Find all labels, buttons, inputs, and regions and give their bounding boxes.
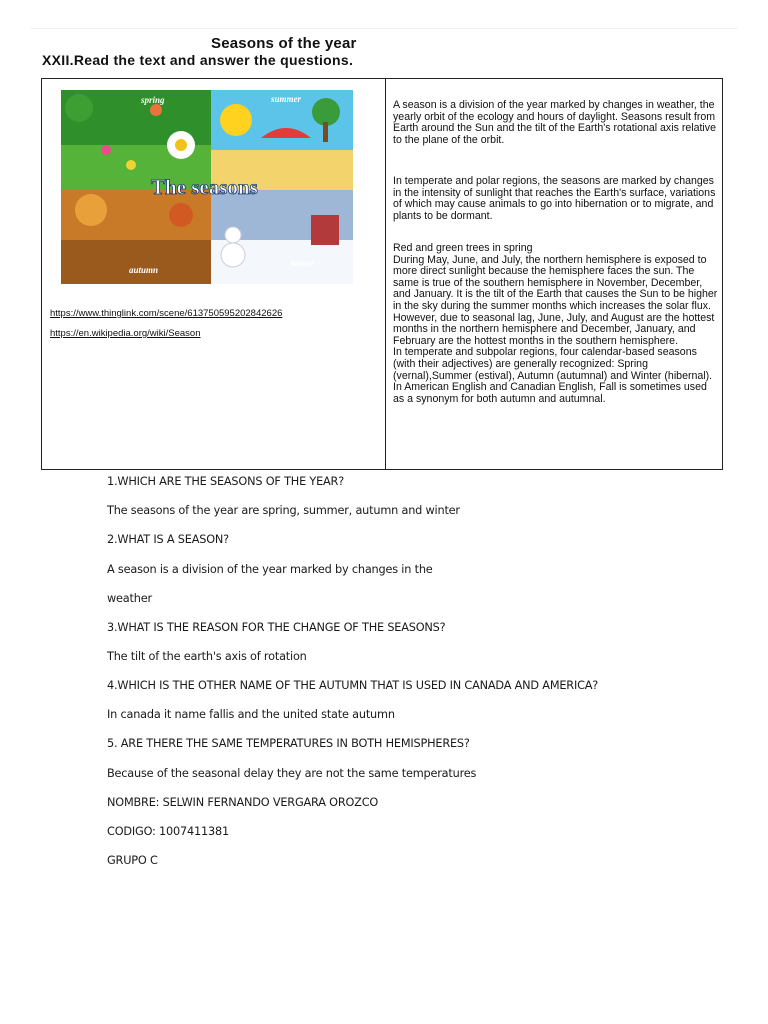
reading-subheading: Red and green trees in spring	[393, 242, 533, 254]
autumn-label: autumn	[129, 265, 159, 275]
question-4: 4.WHICH IS THE OTHER NAME OF THE AUTUMN THAT IS USED IN CANADA AND AMERICA?	[107, 679, 599, 692]
illustration-caption: The seasons	[151, 175, 258, 199]
wikipedia-link[interactable]: https://en.wikipedia.org/wiki/Season	[50, 328, 201, 339]
worksheet-instruction: XXII.Read the text and answer the questions.	[42, 52, 354, 68]
autumn-tree	[169, 203, 193, 227]
student-code: CODIGO: 1007411381	[107, 825, 229, 838]
spring-label: spring	[141, 95, 165, 105]
sun-icon	[220, 104, 252, 136]
answer-4: In canada it name fallis and the united state autumn	[107, 708, 395, 721]
answer-5: Because of the seasonal delay they are not the same temperatures	[107, 767, 477, 780]
reading-paragraph: A season is a division of the year marked by changes in weather, the yearly orbit of the ecology and hours of daylight. Seasons result from Earth around the Sun and the tilt of the Earth's rotational axis relative to the plane of the orbit.	[393, 99, 716, 146]
worksheet-title: Seasons of the year	[211, 35, 357, 52]
summer-tree	[312, 98, 340, 126]
student-name: NOMBRE: SELWIN FERNANDO VERGARA OROZCO	[107, 796, 379, 809]
flower-icon	[126, 160, 136, 170]
reading-paragraph-block	[393, 243, 718, 405]
question-2: 2.WHAT IS A SEASON?	[107, 533, 229, 546]
flower-icon	[101, 145, 111, 155]
autumn-tree	[75, 194, 107, 226]
reading-paragraph: In temperate and subpolar regions, four calendar-based seasons (with their adjectives) are generally recognized: Spring (vernal),Summer (estival), Autumn (autumnal) and Winter (hibernal). In American English and Canadian English, Fall is sometimes used as a synonym for both autumn and autumnal.	[393, 346, 713, 405]
autumn-ground	[61, 240, 211, 284]
snowman-head	[225, 227, 241, 243]
question-3: 3.WHAT IS THE REASON FOR THE CHANGE OF THE SEASONS?	[107, 621, 446, 634]
daisy-center	[175, 139, 187, 151]
reading-paragraph: During May, June, and July, the northern hemisphere is exposed to more direct sunlight because the hemisphere faces the sun. The same is true of the southern hemisphere in November, December, and January. It is the tilt of the Earth that causes the Sun to be higher in the sky during the summer months which increases the solar flux. However, due to seasonal lag, June, July, and August are the hottest months in the northern hemisphere and December, January, and February are the hottest months in the southern hemisphere.	[393, 253, 718, 347]
student-group: GRUPO C	[107, 854, 158, 867]
answer-1: The seasons of the year are spring, summer, autumn and winter	[107, 504, 460, 517]
winter-house	[311, 215, 339, 245]
answer-3: The tilt of the earth's axis of rotation	[107, 650, 307, 663]
page-top-rule	[30, 28, 738, 29]
seasons-illustration	[61, 90, 353, 284]
summer-tree-trunk	[323, 122, 328, 142]
reading-box-divider	[385, 79, 386, 469]
reading-paragraph: In temperate and polar regions, the seasons are marked by changes in the intensity of sunlight that reaches the Earth's surface, variations of which may cause animals to go into hibernation or to migrate, and plants to be dormant.	[393, 175, 716, 222]
question-1: 1.WHICH ARE THE SEASONS OF THE YEAR?	[107, 475, 345, 488]
thinglink-link[interactable]: https://www.thinglink.com/scene/613750595202842626	[50, 308, 283, 319]
summer-label: summer	[271, 94, 302, 104]
reading-box	[41, 78, 723, 470]
butterfly-icon	[150, 104, 162, 116]
question-5: 5. ARE THERE THE SAME TEMPERATURES IN BOTH HEMISPHERES?	[107, 737, 470, 750]
answer-2-line-2: weather	[107, 592, 152, 605]
winter-label: winter	[291, 258, 315, 268]
snowman-icon	[221, 243, 245, 267]
answer-2-line-1: A season is a division of the year marked by changes in the	[107, 563, 433, 576]
spring-bush	[65, 94, 93, 122]
